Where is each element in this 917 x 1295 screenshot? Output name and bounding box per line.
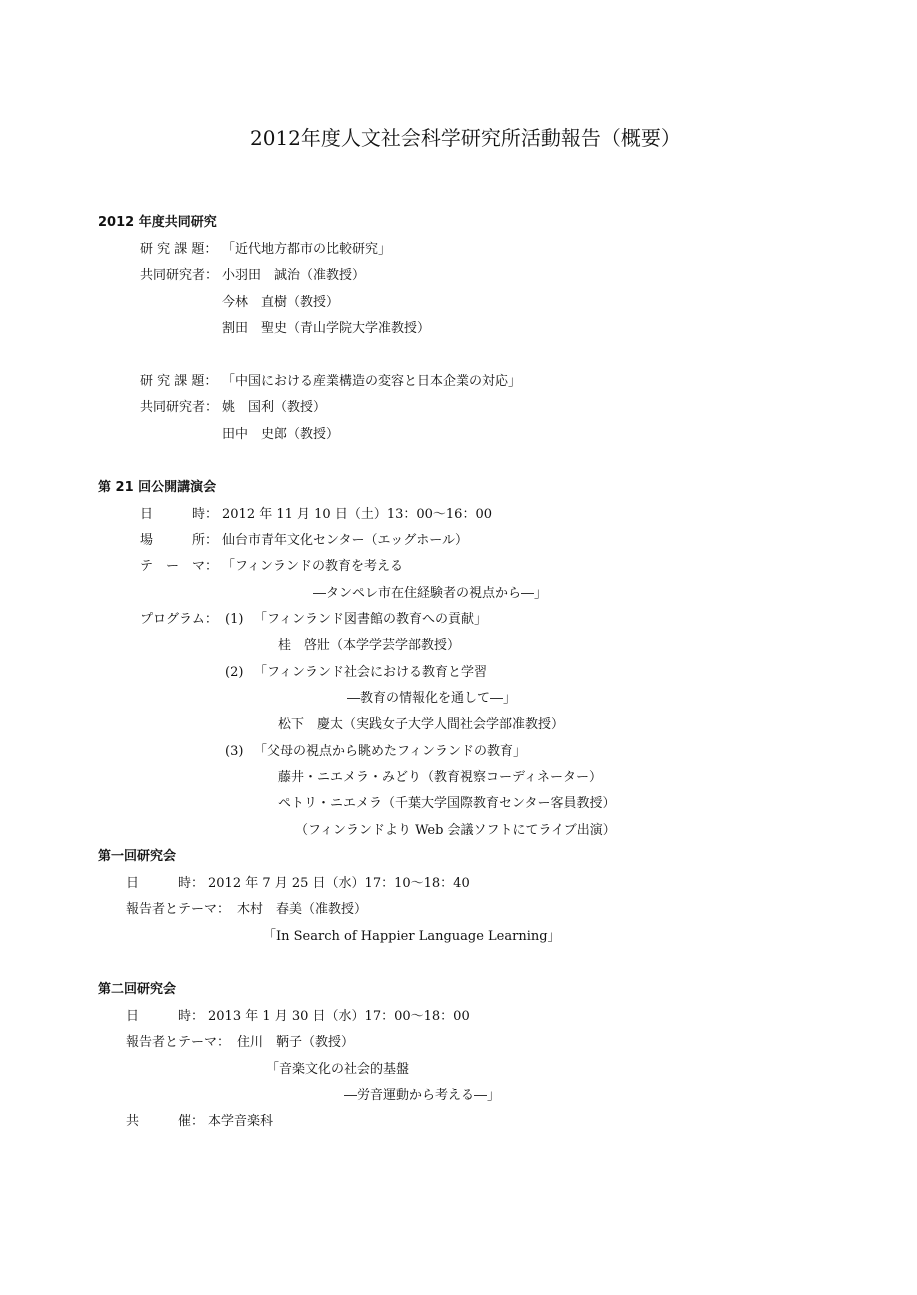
topic-value: 「近代地方都市の比較研究」 xyxy=(222,242,392,257)
program-subtitle: ―教育の情報化を通して―」 xyxy=(347,691,517,706)
study1-theme: 「In Search of Happier Language Learning」 xyxy=(263,929,561,944)
study1-heading: 第一回研究会 xyxy=(98,849,177,864)
program-num: (2) xyxy=(225,665,244,680)
researchers-label: 共同研究者： xyxy=(140,400,219,415)
topic-label: 研 究 課 題： xyxy=(140,374,218,389)
program-speaker: ペトリ・ニエメラ（千葉大学国際教育センター客員教授） xyxy=(278,796,616,811)
reporter-value: 木村 春美（准教授） xyxy=(237,902,368,917)
reporter-value: 住川 鞆子（教授） xyxy=(237,1035,355,1050)
program-num: (1) xyxy=(225,612,244,627)
joint-research-heading: 2012 年度共同研究 xyxy=(98,215,217,230)
topic-value: 「中国における産業構造の変容と日本企業の対応」 xyxy=(222,374,522,389)
program-speaker: 松下 慶太（実践女子大学人間社会学部准教授） xyxy=(278,717,565,732)
date-label: 日 時： xyxy=(140,507,219,522)
date-value: 2012 年 7 月 25 日（水）17：10〜18：40 xyxy=(208,876,470,891)
researchers-label: 共同研究者： xyxy=(140,268,219,283)
study2-theme: 「音楽文化の社会的基盤 xyxy=(266,1062,410,1077)
researcher: 今林 直樹（教授） xyxy=(222,295,340,310)
theme-label: テ ー マ： xyxy=(140,559,219,574)
reporter-label: 報告者とテーマ： xyxy=(126,1035,231,1050)
date-label: 日 時： xyxy=(126,876,205,891)
researcher: 田中 史郎（教授） xyxy=(222,427,340,442)
researcher: 小羽田 誠治（准教授） xyxy=(222,268,366,283)
program-title: 「父母の視点から眺めたフィンランドの教育」 xyxy=(254,744,526,759)
program-title: 「フィンランド図書館の教育への貢献」 xyxy=(254,612,487,627)
program-speaker: 桂 啓壯（本学学芸学部教授） xyxy=(278,638,461,653)
venue-value: 仙台市青年文化センター（エッグホール） xyxy=(222,533,468,548)
theme-value: 「フィンランドの教育を考える xyxy=(222,559,403,574)
date-value: 2013 年 1 月 30 日（水）17：00〜18：00 xyxy=(208,1009,470,1024)
lecture-heading: 第 21 回公開講演会 xyxy=(98,480,217,495)
date-label: 日 時： xyxy=(126,1009,205,1024)
reporter-label: 報告者とテーマ： xyxy=(126,902,231,917)
cohost-label: 共 催： xyxy=(126,1114,205,1129)
study2-heading: 第二回研究会 xyxy=(98,982,177,997)
venue-label: 場 所： xyxy=(140,533,219,548)
program-speaker: 藤井・ニエメラ・みどり（教育視察コーディネーター） xyxy=(278,770,602,785)
researcher: 割田 聖史（青山学院大学准教授） xyxy=(222,321,431,336)
cohost-value: 本学音楽科 xyxy=(208,1114,274,1129)
study2-theme-subtitle: ―労音運動から考える―」 xyxy=(344,1088,501,1103)
date-value: 2012 年 11 月 10 日（土）13：00〜16：00 xyxy=(222,507,492,522)
program-label: プログラム： xyxy=(140,612,218,627)
researcher: 姚 国利（教授） xyxy=(222,400,327,415)
topic-label: 研 究 課 題： xyxy=(140,242,218,257)
program-note: （フィンランドより Web 会議ソフトにてライブ出演） xyxy=(295,823,616,838)
program-title: 「フィンランド社会における教育と学習 xyxy=(254,665,487,680)
program-num: (3) xyxy=(225,744,244,759)
page-title: 2012年度人文社会科学研究所活動報告（概要） xyxy=(250,126,681,150)
theme-subtitle: ―タンペレ市在住経験者の視点から―」 xyxy=(313,586,548,601)
